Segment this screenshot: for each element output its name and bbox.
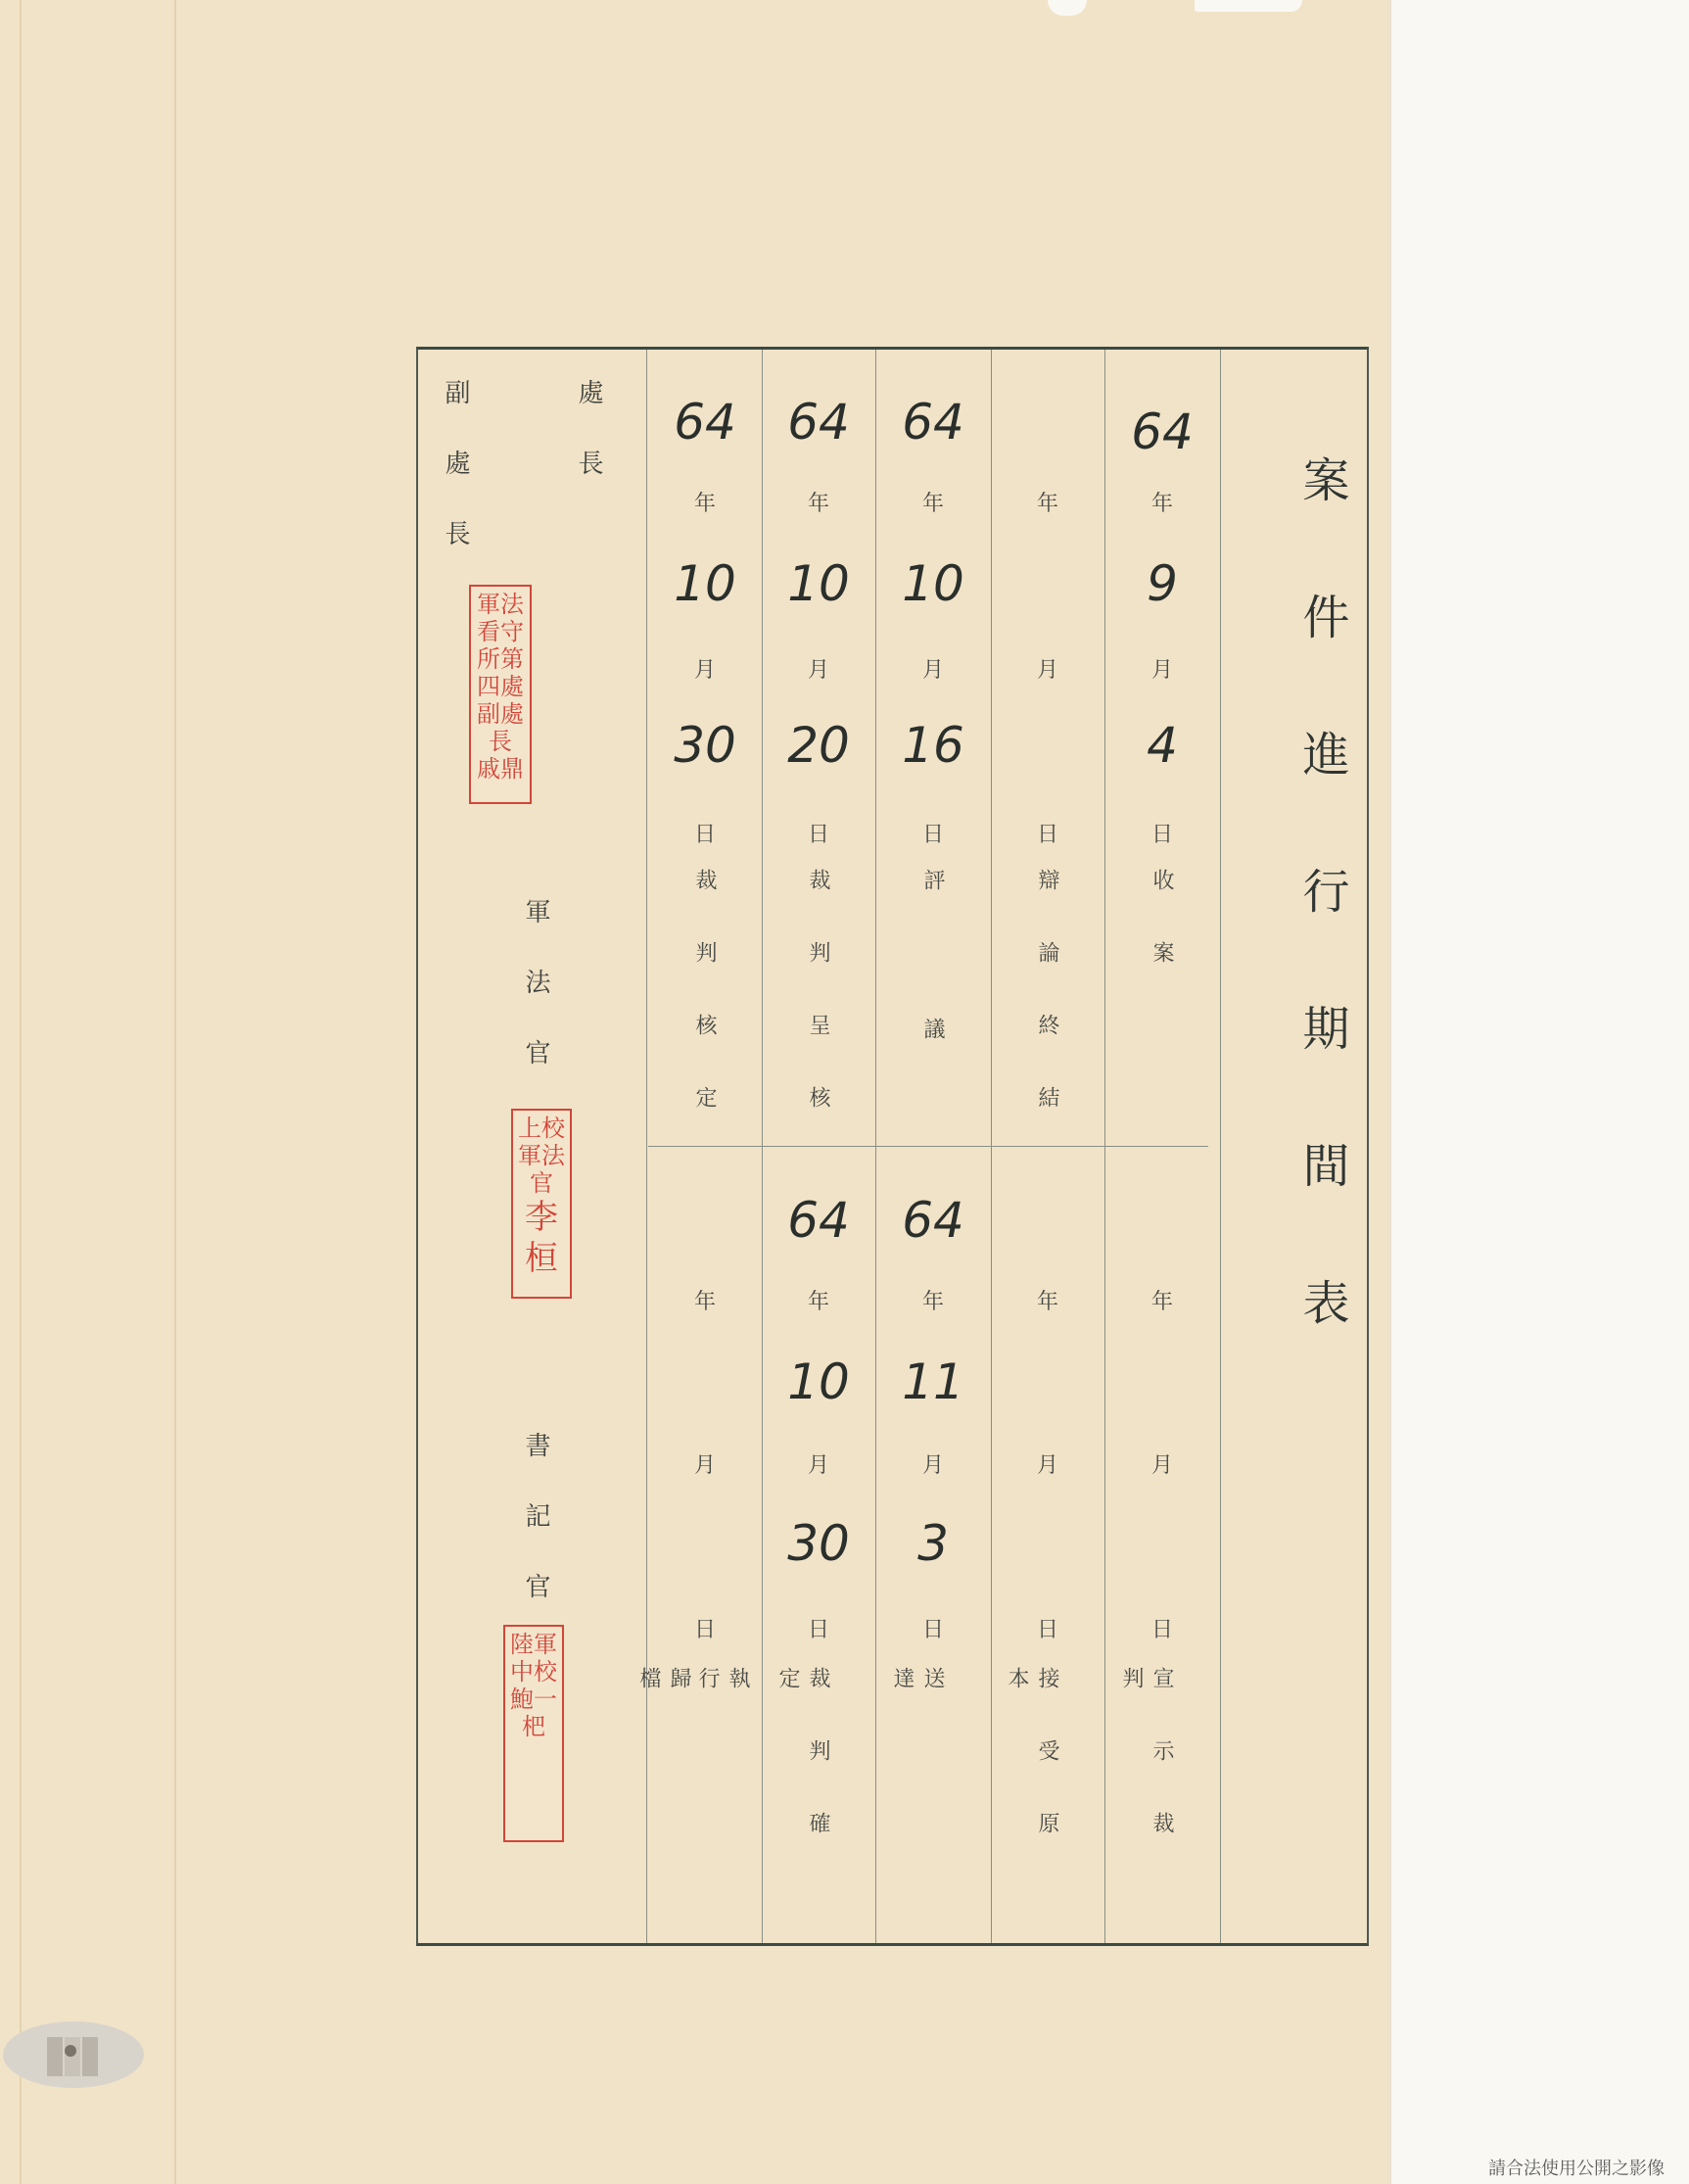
month-label: 月 [807,658,829,683]
handwritten-day: 30 [674,717,736,774]
month-label: 月 [693,658,716,683]
stage-event: 送達 [890,1667,945,1816]
stage-event: 裁判呈核 [806,869,830,1159]
stage-event: 接受原本 [1005,1667,1059,1884]
day-label: 日 [921,1618,944,1642]
month-label: 月 [1150,1453,1173,1478]
clerk-seal: 陸軍 中校 鮑一杷 [503,1625,564,1842]
year-label: 年 [1150,1290,1173,1314]
stage-event: 宣示裁判 [1119,1667,1174,1884]
judge-seal: 上校 軍法官 李 桓 [511,1109,572,1299]
case-schedule-form [416,347,1369,1946]
month-label: 月 [921,658,944,683]
year-label: 年 [693,492,716,516]
month-label: 月 [1036,1453,1058,1478]
fold-line [174,0,176,2184]
year-label: 年 [807,1290,829,1314]
backing-sheet [1390,0,1689,2184]
handwritten-year: 64 [787,1192,850,1249]
handwritten-day: 30 [787,1515,850,1572]
handwritten-month: 10 [787,555,850,612]
year-label: 年 [1036,1290,1058,1314]
day-label: 日 [1150,823,1173,847]
handwritten-month: 10 [787,1353,850,1410]
archive-logo [0,2008,147,2096]
stage-event: 裁判確定 [775,1667,830,1884]
deputy-chief-seal: 軍法 看守 所第四處 副處長 戚鼎 [469,585,532,804]
judge-label: 軍法官 [521,898,550,1110]
day-label: 日 [1036,1618,1058,1642]
usage-notice: 請合法使用公開之影像 [1488,2159,1665,2179]
month-label: 月 [807,1453,829,1478]
stage-event: 收案 [1149,869,1174,1014]
stage-event: 評議 [920,869,945,1166]
paper-tear [1195,0,1302,12]
month-label: 月 [921,1453,944,1478]
day-label: 日 [807,823,829,847]
stage-event: 辯論終結 [1035,869,1059,1159]
year-label: 年 [1150,492,1173,516]
month-label: 月 [693,1453,716,1478]
handwritten-day: 3 [917,1515,949,1572]
deputy-chief-label: 副處長 [441,379,470,591]
handwritten-month: 10 [902,555,964,612]
handwritten-day: 16 [902,717,964,774]
fold-line [20,0,22,2184]
handwritten-day: 4 [1147,717,1178,774]
day-label: 日 [1036,823,1058,847]
year-label: 年 [807,492,829,516]
handwritten-year: 64 [902,394,964,451]
year-label: 年 [693,1290,716,1314]
handwritten-month: 11 [902,1353,964,1410]
stage-event-archive: 歸檔 [636,1667,691,1816]
form-title: 案件進行期間表 [1294,455,1349,1415]
stage-event: 裁判核定 [692,869,717,1159]
chief-label: 處長 [574,379,603,520]
day-label: 日 [693,1618,716,1642]
handwritten-day: 20 [787,717,850,774]
handwritten-month: 9 [1147,555,1178,612]
year-label: 年 [1036,492,1058,516]
day-label: 日 [1150,1618,1173,1642]
month-label: 月 [1036,658,1058,683]
handwritten-year: 64 [674,394,736,451]
year-label: 年 [921,492,944,516]
handwritten-month: 10 [674,555,736,612]
day-label: 日 [807,1618,829,1642]
year-label: 年 [921,1290,944,1314]
handwritten-year: 64 [902,1192,964,1249]
stage-event-execute: 執行 [695,1667,750,1816]
handwritten-year: 64 [787,394,850,451]
day-label: 日 [921,823,944,847]
handwritten-year: 64 [1131,404,1194,460]
clerk-label: 書記官 [521,1432,550,1643]
month-label: 月 [1150,658,1173,683]
day-label: 日 [693,823,716,847]
